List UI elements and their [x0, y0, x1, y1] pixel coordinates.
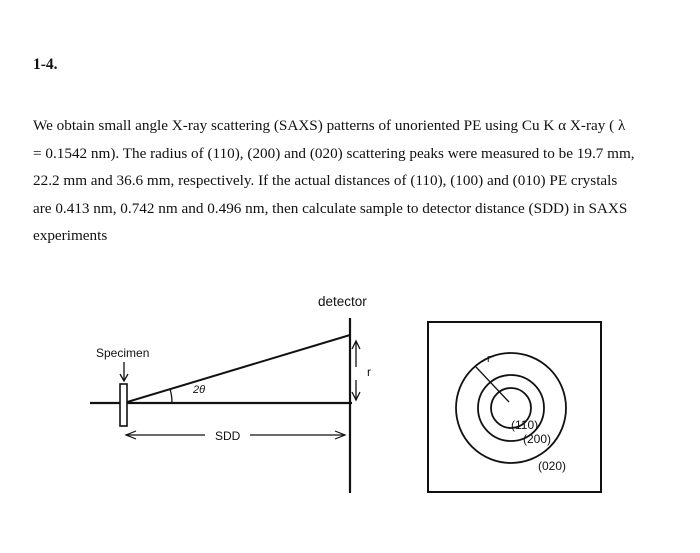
ring-110-label: (110) — [511, 418, 539, 432]
question-line: = 0.1542 nm). The radius of (110), (200) and (020) scattering peaks were measured to be 19.7 mm, — [33, 144, 635, 162]
specimen — [120, 384, 127, 426]
ring-020 — [456, 353, 566, 463]
pattern-r-label: r — [487, 353, 491, 365]
question-line: We obtain small angle X-ray scattering (SAXS) patterns of unoriented PE using Cu K α X-ray ( λ — [33, 117, 626, 134]
ring-200-label: (200) — [523, 432, 552, 446]
detector-label: detector — [318, 294, 367, 309]
scattered-ray — [124, 335, 350, 403]
scattering-pattern — [428, 322, 601, 492]
radius-line — [476, 367, 509, 402]
pattern-frame — [428, 322, 601, 492]
question-line: 22.2 mm and 36.6 mm, respectively. If the actual distances of (110), (100) and (010) PE crystals — [33, 172, 618, 189]
r-label: r — [367, 365, 371, 379]
question-line: are 0.413 nm, 0.742 nm and 0.496 nm, then calculate sample to detector distance (SDD) in SAXS — [33, 199, 628, 217]
ring-020-label: (020) — [538, 459, 567, 473]
sdd-label: SDD — [215, 429, 241, 443]
angle-arc — [170, 389, 172, 403]
scattering-geometry-diagram — [90, 318, 360, 493]
angle-label: 2θ — [193, 384, 206, 396]
specimen-label: Specimen — [96, 346, 150, 360]
question-number: 1-4. — [33, 56, 58, 73]
question-line: experiments — [33, 227, 108, 244]
